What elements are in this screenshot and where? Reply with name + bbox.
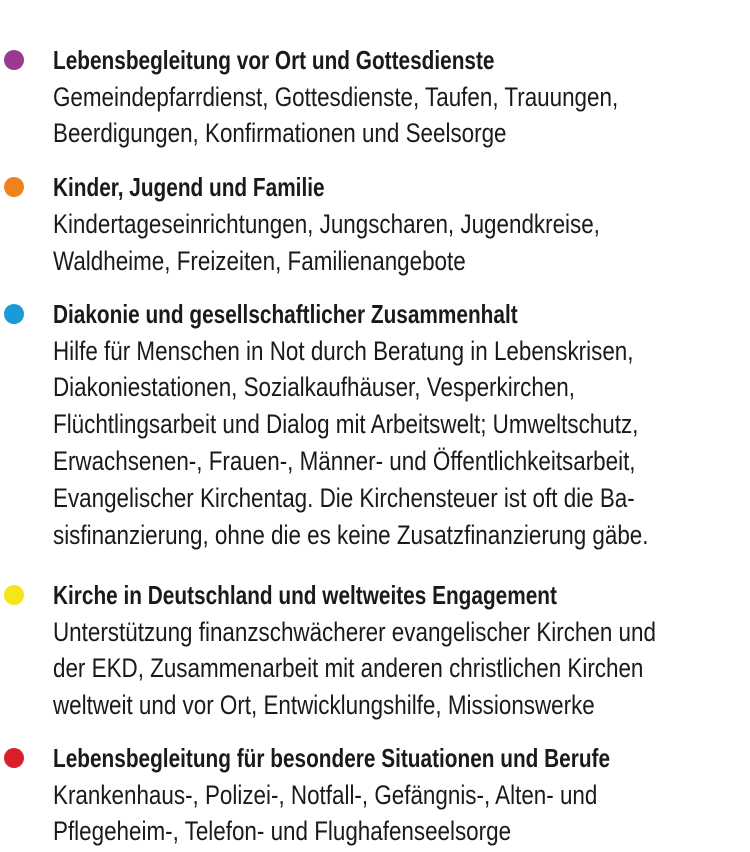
section-title: Lebensbegleitung vor Ort und Gottesdienste xyxy=(53,45,495,75)
section-title: Kirche in Deutschland und weltweites Engagement xyxy=(53,580,557,610)
section-text-line: Diakoniestationen, Sozialkaufhäuser, Vesperkirchen, xyxy=(53,372,575,402)
bullet-dot-icon xyxy=(4,304,24,324)
section-text-line: Unterstützung finanzschwächerer evangelischer Kirchen und xyxy=(53,617,656,647)
bullet-dot-icon xyxy=(4,177,24,197)
bullet-dot-icon xyxy=(4,50,24,70)
section-text-line: Waldheime, Freizeiten, Familienangebote xyxy=(53,246,466,276)
section-text-line: weltweit und vor Ort, Entwicklungshilfe, Missionswerke xyxy=(53,690,595,720)
section-title: Diakonie und gesellschaftlicher Zusammenhalt xyxy=(53,299,518,329)
section-text-line: Krankenhaus-, Polizei-, Notfall-, Gefängnis-, Alten- und xyxy=(53,780,598,810)
bullet-dot-icon xyxy=(4,585,24,605)
bullet-dot-icon xyxy=(4,748,24,768)
section-text-line: sisfinanzierung, ohne die es keine Zusatzfinanzierung gäbe. xyxy=(53,520,649,550)
section-text-line: Evangelischer Kirchentag. Die Kirchensteuer ist oft die Ba- xyxy=(53,483,635,513)
section-title: Lebensbegleitung für besondere Situationen und Berufe xyxy=(53,743,611,773)
section-text-line: Erwachsenen-, Frauen-, Männer- und Öffentlichkeitsarbeit, xyxy=(53,446,636,476)
section-text-line: Beerdigungen, Konfirmationen und Seelsorge xyxy=(53,118,507,148)
section-text-line: der EKD, Zusammenarbeit mit anderen christlichen Kirchen xyxy=(53,653,644,683)
section-text-line: Kindertageseinrichtungen, Jungscharen, Jugendkreise, xyxy=(53,209,600,239)
section-text-line: Hilfe für Menschen in Not durch Beratung in Lebenskrisen, xyxy=(53,336,634,366)
section-text-line: Pflegeheim-, Telefon- und Flughafenseelsorge xyxy=(53,816,512,846)
section-title: Kinder, Jugend und Familie xyxy=(53,172,325,202)
section-text-line: Flüchtlingsarbeit und Dialog mit Arbeitswelt; Umweltschutz, xyxy=(53,409,639,439)
section-text-line: Gemeindepfarrdienst, Gottesdienste, Taufen, Trauungen, xyxy=(53,82,619,112)
